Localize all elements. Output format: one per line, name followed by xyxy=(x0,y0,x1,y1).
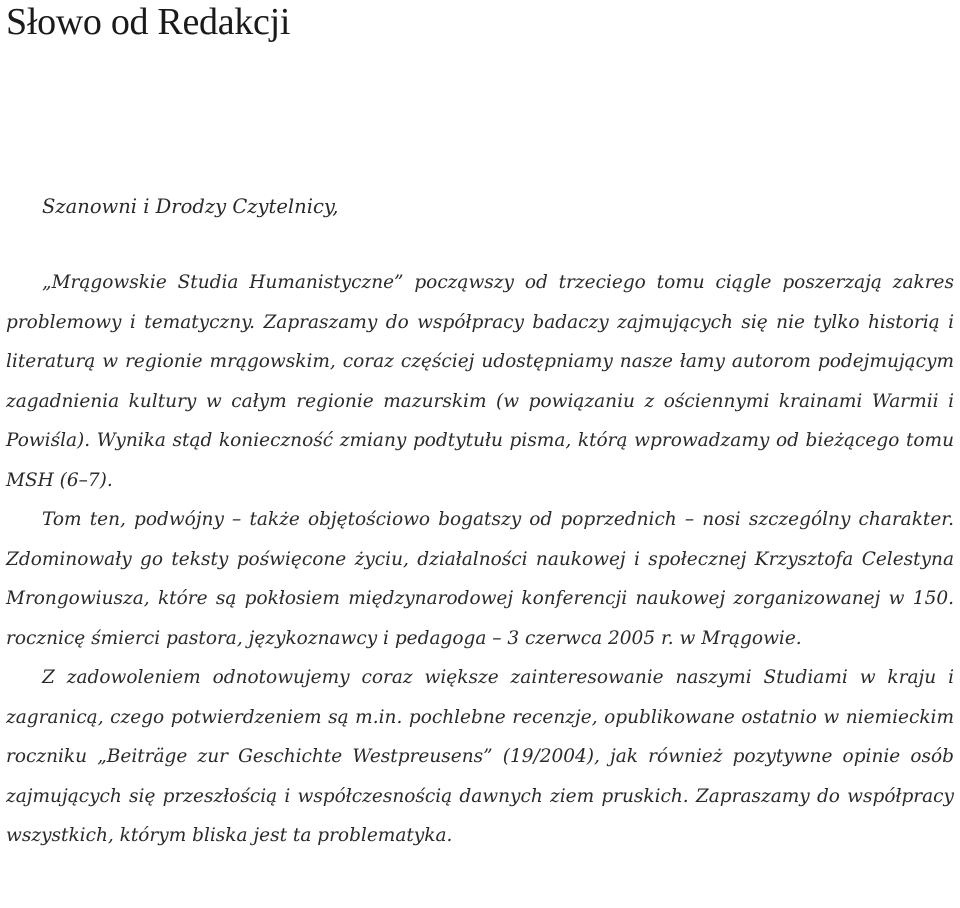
greeting: Szanowni i Drodzy Czytelnicy, xyxy=(42,195,339,218)
paragraph-3: Z zadowoleniem odnotowujemy coraz większe zainteresowanie naszymi Studiami w kraju i zagranicą, czego potwierdzeniem są m.in. pochlebne recenzje, opublikowane ostatnio w niemieckim roczniku „Beiträge zur Geschichte Westpreusens” (19/2004), jak również pozytywne opinie osób zajmujących się przeszłością i współczesnością dawnych ziem pruskich. Zapraszamy do współpracy wszystkich, którym bliska jest ta problematyka. xyxy=(6,667,954,846)
letter-body xyxy=(6,185,954,856)
paragraph-1: „Mrągowskie Studia Humanistyczne” począwszy od trzeciego tomu ciągle poszerzają zakres problemowy i tematyczny. Zapraszamy do współpracy badaczy zajmujących się nie tylko historią i literaturą w regionie mrągowskim, coraz częściej udostępniamy nasze łamy autorom podejmującym zagadnienia kultury w całym regionie mazurskim (w powiązaniu z ościennymi krainami Warmii i Powiśla). Wynika stąd konieczność zmiany podtytułu pisma, którą wprowadzamy od bieżącego tomu MSH (6–7). xyxy=(6,272,954,491)
page-title: Słowo od Redakcji xyxy=(6,1,291,43)
paragraph-2: Tom ten, podwójny – także objętościowo bogatszy od poprzednich – nosi szczególny charakter. Zdominowały go teksty poświęcone życiu, działalności naukowej i społecznej Krzysztofa Celestyna Mrongowiusza, które są pokłosiem międzynarodowej konferencji naukowej zorganizowanej w 150. rocznicę śmierci pastora, językoznawcy i pedagoga – 3 czerwca 2005 r. w Mrągowie. xyxy=(6,509,954,649)
